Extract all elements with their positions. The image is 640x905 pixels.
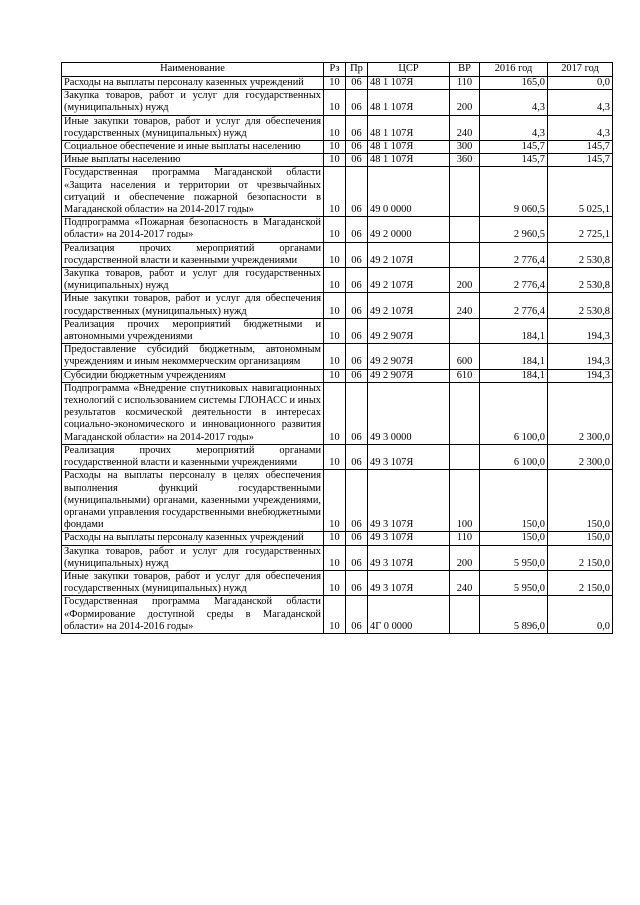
- header-pr: Пр: [346, 63, 368, 77]
- row-rz: 10: [324, 167, 346, 217]
- row-csr: 48 1 107Я: [368, 141, 450, 154]
- row-name: Реализация прочих мероприятий органами государственной власти и казенными учреждениями: [62, 444, 324, 469]
- row-2017: 2 300,0: [548, 444, 613, 469]
- row-pr: 06: [346, 90, 368, 115]
- row-name: Иные выплаты населению: [62, 154, 324, 167]
- row-name: Реализация прочих мероприятий бюджетными и автономными учреждениями: [62, 318, 324, 343]
- row-csr: 49 2 107Я: [368, 242, 450, 267]
- row-vr: [450, 382, 480, 444]
- table-row: [62, 369, 613, 382]
- row-rz: 10: [324, 217, 346, 242]
- row-2016: 5 950,0: [480, 545, 548, 570]
- row-2016: 2 776,4: [480, 268, 548, 293]
- row-rz: 10: [324, 369, 346, 382]
- row-vr: 100: [450, 470, 480, 532]
- row-name: Закупка товаров, работ и услуг для государственных (муниципальных) нужд: [62, 545, 324, 570]
- row-vr: 200: [450, 90, 480, 115]
- row-2017: 150,0: [548, 532, 613, 545]
- row-name: Расходы на выплаты персоналу в целях обеспечения выполнения функций государственными (муниципальными) органами, казенными учреждениями, органами управления государственными внебюджетными фондами: [62, 470, 324, 532]
- row-name: Предоставление субсидий бюджетным, автономным учреждениям и иным некоммерческим организациям: [62, 344, 324, 369]
- table-row: [62, 596, 613, 634]
- row-pr: 06: [346, 570, 368, 595]
- row-csr: 49 3 107Я: [368, 570, 450, 595]
- row-vr: 300: [450, 141, 480, 154]
- row-name: Закупка товаров, работ и услуг для государственных (муниципальных) нужд: [62, 90, 324, 115]
- row-name: Расходы на выплаты персоналу казенных учреждений: [62, 77, 324, 90]
- table-row: [62, 77, 613, 90]
- table-row: [62, 167, 613, 217]
- row-rz: 10: [324, 545, 346, 570]
- row-csr: 48 1 107Я: [368, 154, 450, 167]
- row-vr: 200: [450, 545, 480, 570]
- row-2017: 0,0: [548, 77, 613, 90]
- row-2017: 4,3: [548, 90, 613, 115]
- row-2017: 2 530,8: [548, 293, 613, 318]
- row-2017: 150,0: [548, 470, 613, 532]
- header-csr: ЦСР: [368, 63, 450, 77]
- row-pr: 06: [346, 596, 368, 634]
- header-rz: Рз: [324, 63, 346, 77]
- table-row: [62, 90, 613, 115]
- row-2017: 5 025,1: [548, 167, 613, 217]
- table-row: [62, 154, 613, 167]
- row-2016: 145,7: [480, 141, 548, 154]
- row-csr: 49 3 107Я: [368, 470, 450, 532]
- row-rz: 10: [324, 154, 346, 167]
- row-pr: 06: [346, 141, 368, 154]
- row-vr: 240: [450, 293, 480, 318]
- table-row: [62, 532, 613, 545]
- row-pr: 06: [346, 344, 368, 369]
- row-2017: 145,7: [548, 141, 613, 154]
- header-vr: ВР: [450, 63, 480, 77]
- row-2016: 150,0: [480, 532, 548, 545]
- row-csr: 49 2 907Я: [368, 369, 450, 382]
- row-pr: 06: [346, 268, 368, 293]
- row-rz: 10: [324, 570, 346, 595]
- row-2016: 2 960,5: [480, 217, 548, 242]
- row-name: Подпрограмма «Пожарная безопасность в Магаданской области» на 2014-2017 годы»: [62, 217, 324, 242]
- row-2017: 2 530,8: [548, 268, 613, 293]
- row-2017: 194,3: [548, 369, 613, 382]
- header-name: Наименование: [62, 63, 324, 77]
- row-csr: 49 0 0000: [368, 167, 450, 217]
- row-2016: 5 896,0: [480, 596, 548, 634]
- row-2017: 2 150,0: [548, 570, 613, 595]
- row-pr: 06: [346, 154, 368, 167]
- row-2017: 2 150,0: [548, 545, 613, 570]
- row-name: Государственная программа Магаданской области «Формирование доступной среды в Магаданской области» на 2014-2016 годы»: [62, 596, 324, 634]
- row-csr: 49 2 907Я: [368, 318, 450, 343]
- row-vr: [450, 217, 480, 242]
- row-name: Иные закупки товаров, работ и услуг для обеспечения государственных (муниципальных) нужд: [62, 293, 324, 318]
- row-name: Расходы на выплаты персоналу казенных учреждений: [62, 532, 324, 545]
- row-2016: 184,1: [480, 369, 548, 382]
- row-rz: 10: [324, 268, 346, 293]
- row-vr: 110: [450, 532, 480, 545]
- row-name: Социальное обеспечение и иные выплаты населению: [62, 141, 324, 154]
- table-row: [62, 115, 613, 140]
- row-pr: 06: [346, 293, 368, 318]
- row-2016: 184,1: [480, 318, 548, 343]
- row-rz: 10: [324, 115, 346, 140]
- row-name: Реализация прочих мероприятий органами государственной власти и казенными учреждениями: [62, 242, 324, 267]
- row-csr: 49 3 107Я: [368, 545, 450, 570]
- row-2017: 2 725,1: [548, 217, 613, 242]
- row-rz: 10: [324, 141, 346, 154]
- table-row: [62, 470, 613, 532]
- row-csr: 49 3 0000: [368, 382, 450, 444]
- table-row: [62, 344, 613, 369]
- row-rz: 10: [324, 318, 346, 343]
- row-2016: 145,7: [480, 154, 548, 167]
- row-vr: 240: [450, 115, 480, 140]
- row-rz: 10: [324, 532, 346, 545]
- row-csr: 49 2 907Я: [368, 344, 450, 369]
- row-rz: 10: [324, 242, 346, 267]
- row-rz: 10: [324, 382, 346, 444]
- row-name: Субсидии бюджетным учреждениям: [62, 369, 324, 382]
- budget-table: [61, 62, 613, 634]
- row-2017: 4,3: [548, 115, 613, 140]
- table-row: [62, 293, 613, 318]
- row-pr: 06: [346, 532, 368, 545]
- table-row: [62, 318, 613, 343]
- row-2016: 150,0: [480, 470, 548, 532]
- row-pr: 06: [346, 545, 368, 570]
- row-pr: 06: [346, 217, 368, 242]
- row-2016: 184,1: [480, 344, 548, 369]
- row-name: Закупка товаров, работ и услуг для государственных (муниципальных) нужд: [62, 268, 324, 293]
- row-csr: 49 2 107Я: [368, 268, 450, 293]
- row-vr: 610: [450, 369, 480, 382]
- row-csr: 48 1 107Я: [368, 115, 450, 140]
- row-vr: 200: [450, 268, 480, 293]
- row-vr: [450, 318, 480, 343]
- row-vr: 110: [450, 77, 480, 90]
- table-row: [62, 444, 613, 469]
- row-name: Иные закупки товаров, работ и услуг для обеспечения государственных (муниципальных) нужд: [62, 570, 324, 595]
- row-2016: 6 100,0: [480, 382, 548, 444]
- row-2016: 2 776,4: [480, 242, 548, 267]
- row-csr: 48 1 107Я: [368, 90, 450, 115]
- row-rz: 10: [324, 596, 346, 634]
- row-2017: 194,3: [548, 318, 613, 343]
- table-row: [62, 268, 613, 293]
- row-name: Подпрограмма «Внедрение спутниковых навигационных технологий с использованием системы ГЛОНАСС и иных результатов космической деятельности в интересах социально-экономического и инновационного развития Магаданской области» на 2014-2017 годы»: [62, 382, 324, 444]
- row-2017: 0,0: [548, 596, 613, 634]
- table-body: [62, 77, 613, 634]
- row-csr: 49 2 0000: [368, 217, 450, 242]
- row-2017: 2 530,8: [548, 242, 613, 267]
- row-vr: [450, 444, 480, 469]
- row-2016: 4,3: [480, 115, 548, 140]
- table-row: [62, 570, 613, 595]
- row-pr: 06: [346, 444, 368, 469]
- row-2016: 6 100,0: [480, 444, 548, 469]
- row-vr: [450, 167, 480, 217]
- row-name: Государственная программа Магаданской области «Защита населения и территории от чрезвычайных ситуаций и обеспечение пожарной безопасности в Магаданской области» на 2014-2017 годы»: [62, 167, 324, 217]
- row-2017: 2 300,0: [548, 382, 613, 444]
- header-2016: 2016 год: [480, 63, 548, 77]
- table-header-row: [62, 63, 613, 77]
- table-row: [62, 242, 613, 267]
- row-csr: 49 3 107Я: [368, 532, 450, 545]
- header-2017: 2017 год: [548, 63, 613, 77]
- row-name: Иные закупки товаров, работ и услуг для обеспечения государственных (муниципальных) нужд: [62, 115, 324, 140]
- row-pr: 06: [346, 470, 368, 532]
- row-2017: 145,7: [548, 154, 613, 167]
- row-2016: 5 950,0: [480, 570, 548, 595]
- row-vr: [450, 596, 480, 634]
- row-pr: 06: [346, 382, 368, 444]
- row-rz: 10: [324, 90, 346, 115]
- row-2016: 165,0: [480, 77, 548, 90]
- row-vr: 360: [450, 154, 480, 167]
- row-pr: 06: [346, 77, 368, 90]
- table-row: [62, 382, 613, 444]
- row-vr: [450, 242, 480, 267]
- row-rz: 10: [324, 77, 346, 90]
- row-vr: 240: [450, 570, 480, 595]
- table-row: [62, 217, 613, 242]
- row-rz: 10: [324, 470, 346, 532]
- table-row: [62, 141, 613, 154]
- row-2017: 194,3: [548, 344, 613, 369]
- row-rz: 10: [324, 344, 346, 369]
- row-vr: 600: [450, 344, 480, 369]
- table-row: [62, 545, 613, 570]
- row-2016: 9 060,5: [480, 167, 548, 217]
- budget-document-page: [61, 62, 611, 634]
- row-pr: 06: [346, 369, 368, 382]
- row-csr: 49 3 107Я: [368, 444, 450, 469]
- row-pr: 06: [346, 242, 368, 267]
- row-2016: 4,3: [480, 90, 548, 115]
- row-pr: 06: [346, 115, 368, 140]
- row-pr: 06: [346, 318, 368, 343]
- row-2016: 2 776,4: [480, 293, 548, 318]
- row-rz: 10: [324, 444, 346, 469]
- row-csr: 4Г 0 0000: [368, 596, 450, 634]
- row-csr: 48 1 107Я: [368, 77, 450, 90]
- row-pr: 06: [346, 167, 368, 217]
- row-rz: 10: [324, 293, 346, 318]
- row-csr: 49 2 107Я: [368, 293, 450, 318]
